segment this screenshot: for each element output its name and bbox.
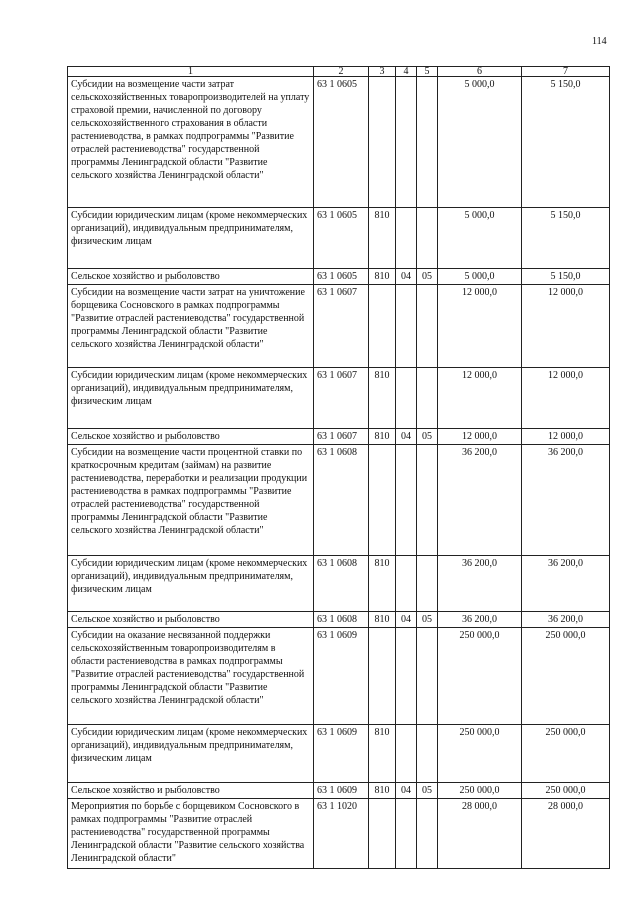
target-code-cell: 63 1 0609 bbox=[314, 725, 369, 783]
amount-cell: 12 000,0 bbox=[522, 285, 610, 368]
subsection-cell: 05 bbox=[417, 429, 438, 445]
amount-cell: 12 000,0 bbox=[522, 429, 610, 445]
table-row bbox=[68, 269, 610, 285]
target-code-cell: 63 1 0605 bbox=[314, 77, 369, 208]
target-code-cell: 63 1 0605 bbox=[314, 208, 369, 269]
column-header: 2 bbox=[314, 67, 369, 77]
expense-name-cell: Мероприятия по борьбе с борщевиком Сосновского в рамках подпрограммы "Развитие отраслей растениеводства" государственной программы Ленинградской области "Развитие сельского хозяйства Ленинградской области" bbox=[68, 799, 314, 869]
amount-cell: 5 000,0 bbox=[438, 208, 522, 269]
column-header: 4 bbox=[396, 67, 417, 77]
budget-table bbox=[67, 66, 610, 869]
target-code-cell: 63 1 0607 bbox=[314, 368, 369, 429]
amount-cell: 250 000,0 bbox=[438, 628, 522, 725]
subsection-cell bbox=[417, 368, 438, 429]
section-cell bbox=[396, 445, 417, 556]
amount-cell: 5 150,0 bbox=[522, 77, 610, 208]
expense-name-cell: Субсидии юридическим лицам (кроме некоммерческих организаций), индивидуальным предпринимателям, физическим лицам bbox=[68, 556, 314, 612]
subsection-cell bbox=[417, 208, 438, 269]
table-row bbox=[68, 783, 610, 799]
amount-cell: 250 000,0 bbox=[522, 725, 610, 783]
section-cell bbox=[396, 77, 417, 208]
subsection-cell: 05 bbox=[417, 612, 438, 628]
expense-name-cell: Субсидии на возмещение части затрат на уничтожение борщевика Сосновского в рамках подпрограммы "Развитие отраслей растениеводства" государственной программы Ленинградской области "Развитие сельского хозяйства Ленинградской области" bbox=[68, 285, 314, 368]
expense-name-cell: Субсидии на оказание несвязанной поддержки сельскохозяйственным товаропроизводителям в области растениеводства в рамках подпрограммы "Развитие отраслей растениеводства" государственной программы Ленинградской области "Развитие сельского хозяйства Ленинградской области" bbox=[68, 628, 314, 725]
target-code-cell: 63 1 0607 bbox=[314, 285, 369, 368]
target-code-cell: 63 1 0608 bbox=[314, 556, 369, 612]
target-code-cell: 63 1 0607 bbox=[314, 429, 369, 445]
amount-cell: 250 000,0 bbox=[522, 628, 610, 725]
section-cell bbox=[396, 285, 417, 368]
column-header: 1 bbox=[68, 67, 314, 77]
column-header: 7 bbox=[522, 67, 610, 77]
table-row bbox=[68, 429, 610, 445]
subsection-cell bbox=[417, 799, 438, 869]
target-code-cell: 63 1 0609 bbox=[314, 628, 369, 725]
target-code-cell: 63 1 0605 bbox=[314, 269, 369, 285]
amount-cell: 36 200,0 bbox=[522, 556, 610, 612]
section-cell bbox=[396, 725, 417, 783]
section-cell: 04 bbox=[396, 269, 417, 285]
subsection-cell bbox=[417, 445, 438, 556]
table-row bbox=[68, 799, 610, 869]
subsection-cell bbox=[417, 725, 438, 783]
expense-name-cell: Сельское хозяйство и рыболовство bbox=[68, 269, 314, 285]
expense-type-cell: 810 bbox=[369, 208, 396, 269]
target-code-cell: 63 1 0608 bbox=[314, 445, 369, 556]
expense-type-cell: 810 bbox=[369, 556, 396, 612]
expense-type-cell: 810 bbox=[369, 612, 396, 628]
amount-cell: 250 000,0 bbox=[438, 725, 522, 783]
expense-type-cell: 810 bbox=[369, 429, 396, 445]
section-cell bbox=[396, 208, 417, 269]
amount-cell: 28 000,0 bbox=[522, 799, 610, 869]
amount-cell: 12 000,0 bbox=[438, 285, 522, 368]
amount-cell: 12 000,0 bbox=[438, 429, 522, 445]
amount-cell: 5 150,0 bbox=[522, 269, 610, 285]
expense-type-cell: 810 bbox=[369, 368, 396, 429]
expense-type-cell bbox=[369, 799, 396, 869]
table-row bbox=[68, 285, 610, 368]
table-row bbox=[68, 368, 610, 429]
amount-cell: 5 000,0 bbox=[438, 77, 522, 208]
expense-type-cell bbox=[369, 285, 396, 368]
amount-cell: 250 000,0 bbox=[438, 783, 522, 799]
target-code-cell: 63 1 0608 bbox=[314, 612, 369, 628]
amount-cell: 36 200,0 bbox=[522, 612, 610, 628]
table-row bbox=[68, 628, 610, 725]
target-code-cell: 63 1 0609 bbox=[314, 783, 369, 799]
expense-type-cell bbox=[369, 628, 396, 725]
table-row bbox=[68, 77, 610, 208]
amount-cell: 250 000,0 bbox=[522, 783, 610, 799]
subsection-cell: 05 bbox=[417, 783, 438, 799]
expense-name-cell: Субсидии юридическим лицам (кроме некоммерческих организаций), индивидуальным предпринимателям, физическим лицам bbox=[68, 725, 314, 783]
amount-cell: 36 200,0 bbox=[438, 612, 522, 628]
section-cell: 04 bbox=[396, 429, 417, 445]
expense-type-cell bbox=[369, 445, 396, 556]
amount-cell: 36 200,0 bbox=[522, 445, 610, 556]
subsection-cell bbox=[417, 556, 438, 612]
amount-cell: 12 000,0 bbox=[438, 368, 522, 429]
section-cell bbox=[396, 368, 417, 429]
amount-cell: 12 000,0 bbox=[522, 368, 610, 429]
section-cell: 04 bbox=[396, 612, 417, 628]
amount-cell: 36 200,0 bbox=[438, 556, 522, 612]
expense-name-cell: Сельское хозяйство и рыболовство bbox=[68, 612, 314, 628]
section-cell bbox=[396, 556, 417, 612]
table-row bbox=[68, 556, 610, 612]
subsection-cell bbox=[417, 628, 438, 725]
expense-type-cell: 810 bbox=[369, 783, 396, 799]
column-header: 6 bbox=[438, 67, 522, 77]
table-row bbox=[68, 725, 610, 783]
page-number: 114 bbox=[592, 36, 607, 47]
target-code-cell: 63 1 1020 bbox=[314, 799, 369, 869]
amount-cell: 36 200,0 bbox=[438, 445, 522, 556]
expense-type-cell: 810 bbox=[369, 269, 396, 285]
subsection-cell: 05 bbox=[417, 269, 438, 285]
expense-name-cell: Сельское хозяйство и рыболовство bbox=[68, 429, 314, 445]
expense-name-cell: Субсидии юридическим лицам (кроме некоммерческих организаций), индивидуальным предпринимателям, физическим лицам bbox=[68, 208, 314, 269]
expense-name-cell: Субсидии на возмещение части процентной ставки по краткосрочным кредитам (займам) на развитие растениеводства, переработки и реализации продукции растениеводства в рамках подпрограммы "Развитие отраслей растениеводства" государственной программы Ленинградской области "Развитие сельского хозяйства Ленинградской области" bbox=[68, 445, 314, 556]
section-cell bbox=[396, 628, 417, 725]
table-row bbox=[68, 445, 610, 556]
table-header-row bbox=[68, 67, 610, 77]
section-cell: 04 bbox=[396, 783, 417, 799]
column-header: 5 bbox=[417, 67, 438, 77]
table-row bbox=[68, 612, 610, 628]
expense-name-cell: Субсидии на возмещение части затрат сельскохозяйственных товаропроизводителей на уплату страховой премии, начисленной по договору сельскохозяйственного страхования в области растениеводства, в рамках подпрограммы "Развитие отраслей растениеводства" государственной программы Ленинградской области "Развитие сельского хозяйства Ленинградской области" bbox=[68, 77, 314, 208]
expense-type-cell bbox=[369, 77, 396, 208]
expense-name-cell: Субсидии юридическим лицам (кроме некоммерческих организаций), индивидуальным предпринимателям, физическим лицам bbox=[68, 368, 314, 429]
subsection-cell bbox=[417, 77, 438, 208]
amount-cell: 5 000,0 bbox=[438, 269, 522, 285]
subsection-cell bbox=[417, 285, 438, 368]
expense-type-cell: 810 bbox=[369, 725, 396, 783]
column-header: 3 bbox=[369, 67, 396, 77]
amount-cell: 28 000,0 bbox=[438, 799, 522, 869]
expense-name-cell: Сельское хозяйство и рыболовство bbox=[68, 783, 314, 799]
table-row bbox=[68, 208, 610, 269]
section-cell bbox=[396, 799, 417, 869]
amount-cell: 5 150,0 bbox=[522, 208, 610, 269]
